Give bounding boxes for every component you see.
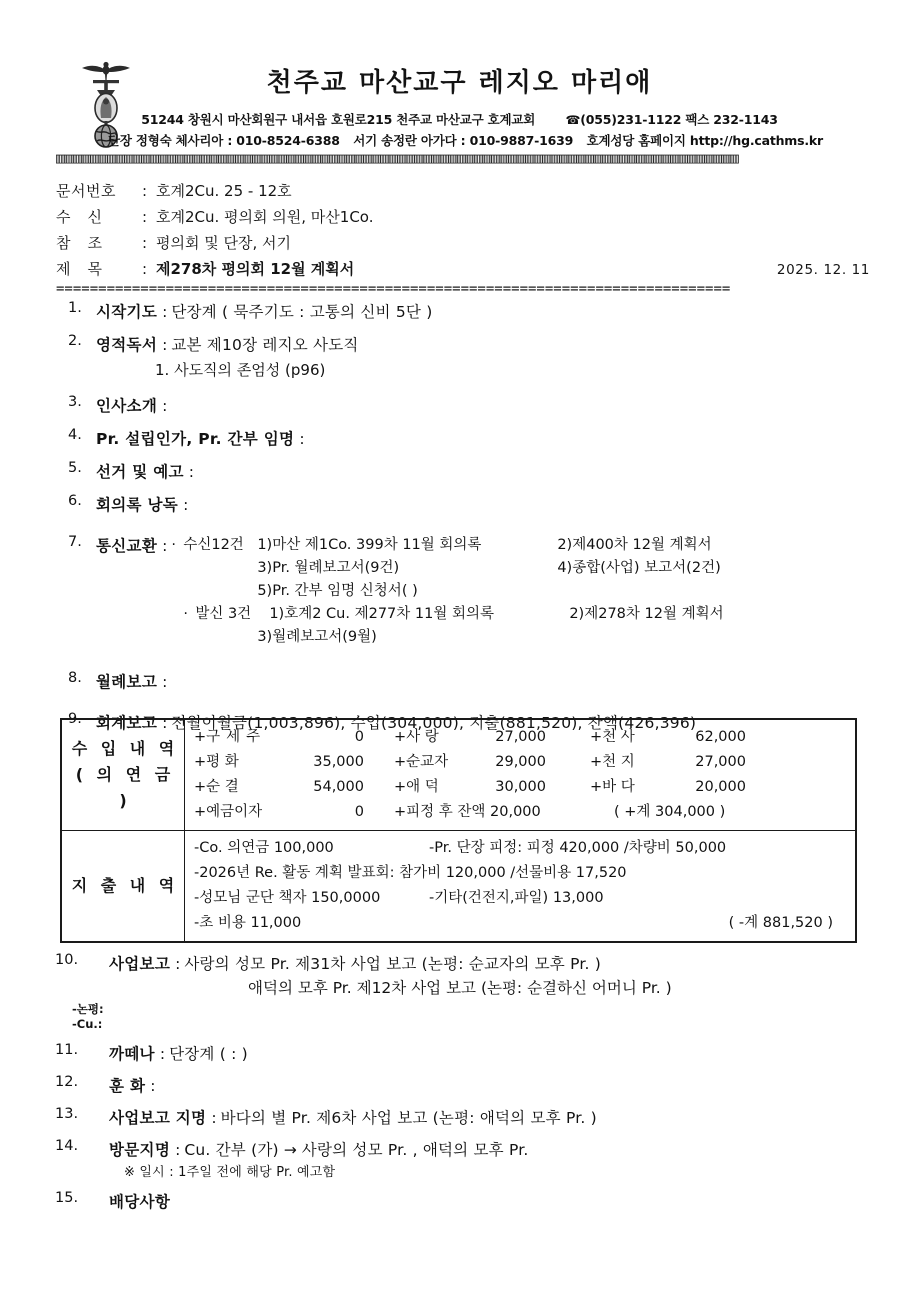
income-entry [394, 725, 590, 750]
item-label: 회의록 낭독 [96, 496, 179, 514]
income-amount: 30,000 [495, 779, 546, 795]
colon-4: : [142, 260, 148, 278]
item-value-pre: Cu. 간부 (가) [184, 1141, 279, 1159]
item-number: 3. [68, 394, 82, 410]
agenda-item-1 [0, 300, 919, 322]
agenda-item-4 [0, 427, 919, 449]
colon: : [162, 303, 168, 321]
incoming-row-3 [171, 580, 723, 603]
expenditure-row [194, 836, 855, 861]
colon: : [183, 496, 189, 514]
recipient-value: 호계2Cu. 평의회 의원, 마산1Co. [156, 208, 374, 226]
incoming-entry-a: 5)Pr. 간부 임명 신청서( ) [257, 583, 418, 599]
agenda-item-15 [0, 1190, 919, 1212]
income-name: 애 덕 [406, 779, 439, 795]
item-label: 방문지명 [109, 1141, 171, 1159]
sign: + [194, 779, 207, 795]
income-row [194, 750, 855, 775]
expenditure-left: -초 비용 11,000 [194, 915, 302, 931]
colon: : [162, 336, 168, 354]
item-value-line1: 사랑의 성모 Pr. 제31차 사업 보고 (논평: 순교자의 모후 Pr. ) [184, 955, 602, 973]
item-value: 교본 제10장 레지오 사도직 [171, 336, 359, 354]
agenda-item-5 [0, 460, 919, 482]
document-number-value: 호계2Cu. 25 - 12호 [156, 182, 292, 200]
expenditure-row [194, 861, 855, 886]
outgoing-entry-b [557, 626, 723, 649]
sign: + [394, 779, 407, 795]
expenditure-total: ( -계 881,520 ) [728, 915, 833, 931]
subject-value: 제278차 평의회 12월 계획서 [156, 260, 355, 278]
address-line [0, 110, 919, 128]
incoming-entry-a: 1)마산 제1Co. 399차 11월 회의록 [257, 537, 482, 553]
agenda-item-12 [0, 1074, 919, 1096]
incoming-entry-b: 2)제400차 12월 계획서 [557, 537, 712, 553]
document-date: 2025. 12. 11 [776, 262, 870, 278]
income-name: 천 사 [602, 729, 635, 745]
outgoing-row-1 [171, 603, 723, 626]
income-body-cell [185, 720, 856, 831]
phone-number: (055)231-1122 팩스 232-1143 [580, 112, 778, 127]
income-name: 바 다 [602, 779, 635, 795]
secretary-contact: 서기 송정란 아가다 : 010-9887-1639 [353, 133, 574, 148]
item-label: 사업보고 [109, 955, 171, 973]
agenda-item-14 [0, 1138, 919, 1160]
address-text: 51244 창원시 마산회원구 내서읍 호원로215 천주교 마산교구 호계교회 [141, 112, 536, 127]
agenda-item-7 [0, 534, 919, 649]
colon-3: : [142, 234, 148, 252]
communication-exchange-block [171, 534, 723, 649]
item-label: 회계보고 [96, 714, 158, 732]
incoming-entry-b [557, 580, 723, 603]
income-name: 천 지 [602, 754, 635, 770]
expenditure-left: -Co. 의연금 100,000 [194, 840, 334, 856]
income-amount: 0 [354, 729, 364, 745]
recipient-label: 수신 [56, 208, 119, 226]
telephone-icon: ☎ [565, 113, 581, 127]
item-label: 배당사항 [109, 1193, 171, 1211]
income-name: 순교자 [406, 754, 449, 770]
agenda-item-8 [0, 670, 919, 692]
expenditure-right: -Pr. 단장 피정: 피정 420,000 /차량비 50,000 [429, 840, 727, 856]
item-label: 영적독서 [96, 336, 158, 354]
income-amount: 27,000 [495, 729, 546, 745]
income-entry [194, 775, 394, 800]
agenda-item-11 [0, 1042, 919, 1064]
income-header-line2: ( 의 연 금 ) [75, 765, 175, 810]
item-number: 11. [55, 1042, 79, 1058]
outgoing-count: 발신 3건 [195, 606, 252, 622]
sign: + [194, 804, 207, 820]
colon: : [162, 714, 168, 732]
colon: : [162, 673, 168, 691]
item-number: 6. [68, 493, 82, 509]
bullet-icon: · [183, 606, 188, 622]
sign: + [194, 754, 207, 770]
item-number: 15. [55, 1190, 79, 1206]
meta-row-subject [56, 256, 876, 282]
outgoing-row-2 [171, 626, 723, 649]
expenditure-table-row [62, 831, 856, 942]
arrow-icon: → [283, 1141, 297, 1159]
item-number: 10. [55, 952, 79, 968]
income-entry [194, 750, 394, 775]
item-label: 훈 화 [109, 1077, 146, 1095]
agenda-item-2-subline: 1. 사도직의 존엄성 (p96) [155, 361, 326, 379]
income-name: 구세주 [206, 729, 267, 745]
item-number: 7. [68, 534, 82, 550]
sign: + [590, 754, 603, 770]
income-header-line1: 수 입 내 역 [71, 739, 179, 758]
expenditure-row-last [194, 911, 855, 936]
income-total: ( +계 304,000 ) [614, 804, 726, 820]
colon: : [159, 1045, 166, 1063]
expenditure-body-cell [185, 831, 856, 942]
sign: + [394, 754, 407, 770]
income-amount: 35,000 [313, 754, 364, 770]
colon-1: : [142, 182, 148, 200]
sign: + [194, 729, 207, 745]
item-number: 2. [68, 333, 82, 349]
incoming-entry-b: 4)종합(사업) 보고서(2건) [557, 560, 721, 576]
sign: + [590, 779, 603, 795]
colon: : [175, 1141, 181, 1159]
income-name: 피정 후 잔액 20,000 [406, 804, 541, 820]
outgoing-entry-b: 2)제278차 12월 계획서 [569, 606, 724, 622]
colon: : [162, 397, 168, 415]
income-entry [590, 750, 790, 775]
item-label: 통신교환 [96, 537, 158, 555]
document-number-label: 문서번호 [56, 182, 116, 200]
income-amount: 27,000 [695, 754, 746, 770]
expenditure-row [194, 886, 855, 911]
income-entry [590, 725, 790, 750]
bullet-icon: · [171, 537, 176, 553]
cc-value: 평의회 및 단장, 서기 [156, 234, 291, 252]
expenditure-left: -2026년 Re. 활동 계획 발표회: 참가비 120,000 /선물비용 17,520 [194, 865, 627, 881]
dashed-separator-rule: ================================================================================ [56, 282, 731, 296]
income-row-last [194, 800, 855, 825]
letterhead [0, 0, 919, 148]
income-entry-interest [194, 800, 394, 825]
colon-2: : [142, 208, 148, 226]
document-meta [56, 178, 876, 282]
item-number: 14. [55, 1138, 79, 1154]
homepage-link[interactable]: 호계성당 홈페이지 http://hg.cathms.kr [586, 133, 823, 148]
agenda-item-13 [0, 1106, 919, 1128]
incoming-row-1 [171, 534, 723, 557]
comment-note: -논평: [72, 1002, 104, 1016]
incoming-count: 수신12건 [183, 537, 244, 553]
item-label: 시작기도 [96, 303, 158, 321]
income-amount: 0 [354, 804, 364, 820]
meta-row-recipient [56, 204, 876, 230]
colon: : [175, 955, 181, 973]
item-number: 13. [55, 1106, 79, 1122]
income-entry [590, 775, 790, 800]
item-number: 9. [68, 711, 82, 727]
finance-tables [60, 718, 857, 943]
item-label: 인사소개 [96, 397, 158, 415]
income-name: 평 화 [206, 754, 239, 770]
income-entry [194, 725, 394, 750]
item-value: 전월이월금(1,003,896), 수입(304,000), 지출(881,520), 잔액(426,396) [171, 714, 697, 732]
expenditure-right: -기타(건전지,파일) 13,000 [429, 890, 604, 906]
income-header-cell [62, 720, 185, 831]
organization-title: 천주교 마산교구 레지오 마리애 [266, 68, 653, 98]
income-row [194, 725, 855, 750]
item-label: 선거 및 예고 [96, 463, 184, 481]
item-value: 바다의 별 Pr. 제6차 사업 보고 (논평: 애덕의 모후 Pr. ) [220, 1109, 597, 1127]
item-number: 5. [68, 460, 82, 476]
meta-row-cc [56, 230, 876, 256]
item-label: 사업보고 지명 [109, 1109, 207, 1127]
outgoing-entry-a: 3)월례보고서(9월) [257, 629, 377, 645]
contact-line [0, 131, 919, 149]
item-label: Pr. 설립인가, Pr. 간부 임명 [96, 430, 295, 448]
colon: : [299, 430, 305, 448]
item-number: 12. [55, 1074, 79, 1090]
income-name: 예금이자 [206, 804, 263, 820]
meta-row-document-number [56, 178, 876, 204]
cc-label: 참조 [56, 234, 119, 252]
agenda-item-3 [0, 394, 919, 416]
expenditure-header-text: 지 출 내 역 [71, 876, 179, 895]
agenda-item-10 [0, 952, 919, 974]
income-amount: 62,000 [695, 729, 746, 745]
item-value: 단장계 ( : ) [169, 1045, 248, 1063]
item-label: 까떼나 [109, 1045, 155, 1063]
colon: : [150, 1077, 156, 1095]
curia-note: -Cu.: [72, 1017, 103, 1031]
income-amount: 20,000 [695, 779, 746, 795]
sign: + [394, 804, 407, 820]
income-entry [394, 775, 590, 800]
income-entry-retreat-balance [394, 800, 590, 825]
expenditure-left: -성모님 군단 책자 150,0000 [194, 890, 381, 906]
colon: : [188, 463, 194, 481]
agenda-item-10-notes [0, 1002, 919, 1032]
item-value: 단장계 ( 묵주기도 : 고통의 신비 5단 ) [171, 303, 433, 321]
sign: + [394, 729, 407, 745]
sign: + [590, 729, 603, 745]
income-name: 사 랑 [406, 729, 439, 745]
income-row [194, 775, 855, 800]
income-amount: 54,000 [313, 779, 364, 795]
agenda-item-6 [0, 493, 919, 515]
income-table-row [62, 720, 856, 831]
agenda-list [0, 300, 919, 744]
president-contact: 단장 정형숙 체사리아 : 010-8524-6388 [108, 133, 340, 148]
item-number: 1. [68, 300, 82, 316]
income-entry [394, 750, 590, 775]
agenda-item-2 [0, 333, 919, 355]
expenditure-header-cell [62, 831, 185, 942]
colon: : [211, 1109, 217, 1127]
item-number: 8. [68, 670, 82, 686]
colon: : [162, 537, 168, 555]
income-name: 순 결 [206, 779, 239, 795]
agenda-list-tail [0, 952, 919, 1222]
item-label: 월례보고 [96, 673, 158, 691]
subject-label: 제목 [56, 260, 119, 278]
agenda-item-14-note: ※ 일시 : 1주일 전에 해당 Pr. 예고함 [124, 1165, 336, 1180]
item-value-post: 사랑의 성모 Pr. , 애덕의 모후 Pr. [301, 1141, 529, 1159]
outgoing-entry-a: 1)호계2 Cu. 제277차 11월 회의록 [269, 606, 494, 622]
decorative-glyph-rule: ▥▥▥▥▥▥▥▥▥▥▥▥▥▥▥▥▥▥▥▥▥▥▥▥▥▥▥▥▥▥▥▥▥▥▥▥▥▥▥▥▥▥▥▥▥▥▥▥▥▥▥▥▥▥▥▥▥▥▥▥▥▥▥▥▥▥▥▥▥▥▥▥▥▥▥▥▥▥▥▥ [56, 151, 739, 167]
agenda-item-10-line2: 애덕의 모후 Pr. 제12차 사업 보고 (논평: 순결하신 어머니 Pr. ) [248, 979, 672, 997]
income-amount: 29,000 [495, 754, 546, 770]
incoming-row-2 [171, 557, 723, 580]
item-number: 4. [68, 427, 82, 443]
incoming-entry-a: 3)Pr. 월례보고서(9건) [257, 560, 400, 576]
